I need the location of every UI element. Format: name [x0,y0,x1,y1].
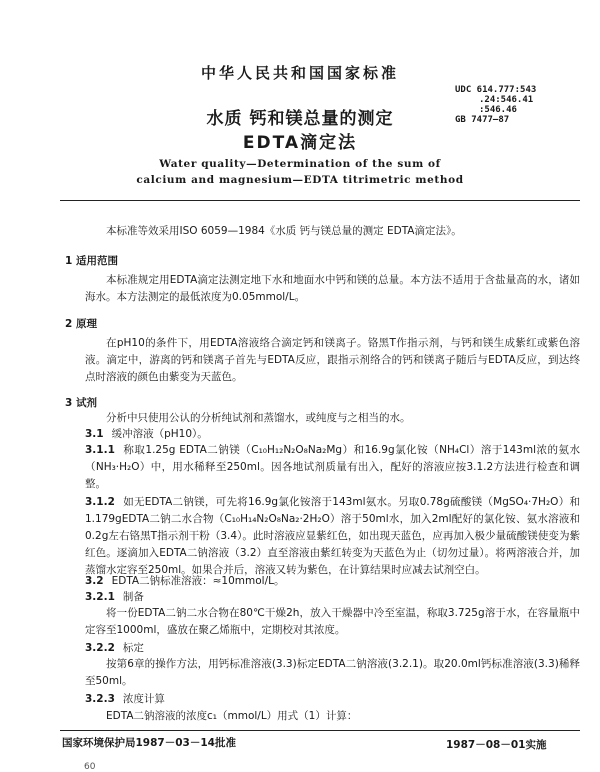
clause-3-2-1 [85,589,580,606]
top-divider [60,200,580,201]
clause-text: 称取1.25g EDTA二钠镁（C₁₀H₁₂N₂O₈Na₂Mg）和16.9g氯化铵（NH₄Cl）溶于143ml浓的氨水（NH₃·H₂O）中，用水稀释至250ml。因各地试剂质量有出入，配好的溶液应按3.1.2方法进行检查和调整。 [85,444,580,490]
clause-number: 3.2.3 [85,693,115,705]
title-en-line1: Water quality—Determination of the sum of [159,158,441,170]
clause-text: 标定 [122,642,144,654]
section-3-heading: 3 试剂 [65,397,97,409]
clause-number: 3.2.1 [85,591,115,603]
clause-text: 制备 [122,591,144,603]
title-en-line2: calcium and magnesium—EDTA titrimetric method [136,174,464,186]
standard-name: 中华人民共和国国家标准 [200,64,399,82]
section-1-heading: 1 适用范围 [65,255,118,267]
clause-3-2-2 [85,640,580,657]
clause-3-1-1 [85,442,580,493]
implementation-date: 1987－08－01实施 [446,739,547,751]
clause-3-2-3 [85,691,580,708]
udc-code-block [455,85,595,125]
clause-3-1 [85,426,580,443]
clause-number: 3.2.2 [85,642,115,654]
clause-text: 如无EDTA二钠镁，可先将16.9g氯化铵溶于143ml氨水。另取0.78g硫酸镁（MgSO₄·7H₂O）和1.179gEDTA二钠二水合物（C₁₀H₁₄N₂O₈Na₂·2H₂O）溶于50ml水，加入2ml配好的氯化铵、氨水溶液和0.2g左右铬黑T指示剂干粉（3.4）。此时溶液应显紫红色，如出现天蓝色，应再加入极少量硫酸镁使变为紫红色。逐滴加入EDTA二钠溶液（3.2）直至溶液由紫红转变为天蓝色为止（切勿过量）。将两溶液合并，加蒸馏水定容至250ml。如果合并后，溶液又转为紫色，在计算结果时应减去试剂空白。 [85,496,580,576]
clause-3-2-1-body: 将一份EDTA二钠二水合物在80℃干燥2h，放入干燥器中冷至室温，称取3.725g溶于水，在容量瓶中定容至1000ml，盛放在聚乙烯瓶中，定期校对其浓度。 [85,607,580,636]
intro-paragraph: 本标准等效采用ISO 6059—1984《水质 钙与镁总量的测定 EDTA滴定法》。 [106,225,462,237]
udc-line: .24:546.41 [479,95,534,105]
clause-3-1-2 [85,494,580,579]
title-zh-line2: EDTA滴定法 [242,133,358,153]
section-3-text: 分析中只使用公认的分析纯试剂和蒸馏水，或纯度与之相当的水。 [106,412,411,424]
clause-3-2 [85,573,580,590]
section-2-heading: 2 原理 [65,318,97,330]
udc-line: UDC 614.777:543 [455,85,537,95]
gb-number: GB 7477—87 [455,115,510,125]
clause-number: 3.1.1 [85,444,115,456]
clause-text: 浓度计算 [122,693,165,705]
bottom-divider [60,730,580,731]
clause-3-2-3-body: EDTA二钠溶液的浓度c₁（mmol/L）用式（1）计算： [106,710,358,722]
approval-date: 国家环境保护局1987－03－14批准 [62,737,236,749]
clause-3-2-2-body: 按第6章的操作方法，用钙标准溶液(3.3)标定EDTA二钠溶液(3.2.1)。取20.0ml钙标准溶液(3.3)稀释至50ml。 [85,658,580,687]
clause-number: 3.1.2 [85,496,115,508]
clause-number: 3.2 [85,575,104,587]
section-1-text: 本标准规定用EDTA滴定法测定地下水和地面水中钙和镁的总量。本方法不适用于含盐量高的水，诸如海水。本方法测定的最低浓度为0.05mmol/L。 [85,274,580,303]
page-number: 60 [84,762,96,772]
clause-number: 3.1 [85,428,104,440]
title-zh-line1: 水质 钙和镁总量的测定 [206,109,394,129]
section-2-text: 在pH10的条件下，用EDTA溶液络合滴定钙和镁离子。铬黑T作指示剂，与钙和镁生成紫红或紫色溶液。滴定中，游离的钙和镁离子首先与EDTA反应，跟指示剂络合的钙和镁离子随后与EDTA反应，到达终点时溶液的颜色由紫变为天蓝色。 [85,337,580,383]
udc-line: :546.46 [479,105,517,115]
clause-text: 缓冲溶液（pH10）。 [111,428,208,440]
clause-text: EDTA二钠标准溶液：≈10mmol/L。 [111,575,285,587]
